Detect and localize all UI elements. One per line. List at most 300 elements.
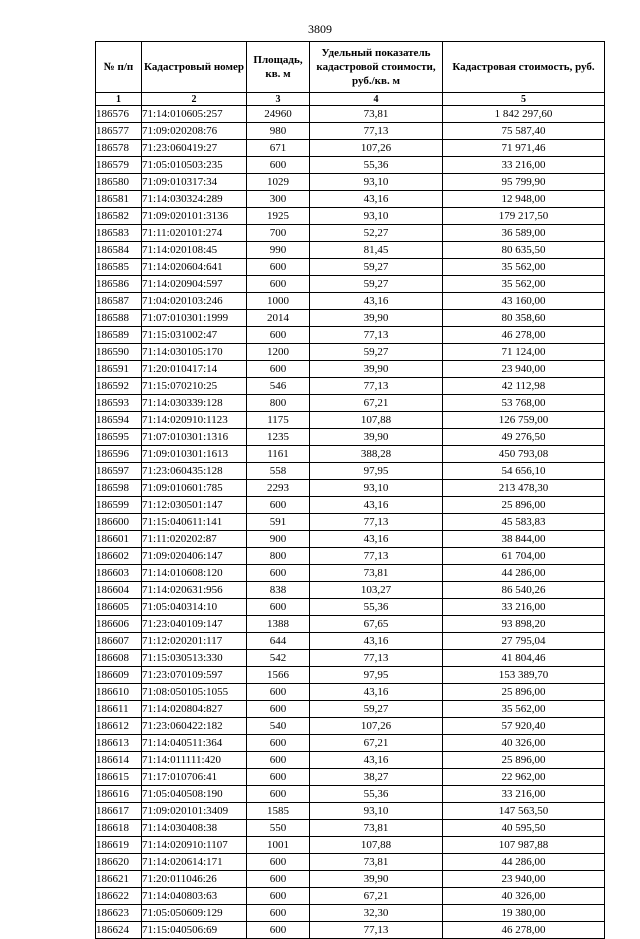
column-number-row <box>96 93 605 106</box>
row-index: 186611 <box>96 701 142 718</box>
cadastral-value: 46 278,00 <box>443 327 605 344</box>
table-row <box>96 140 605 157</box>
cadastral-number: 71:12:020201:117 <box>142 633 247 650</box>
table-row <box>96 531 605 548</box>
cadastral-value: 147 563,50 <box>443 803 605 820</box>
row-index: 186587 <box>96 293 142 310</box>
cadastral-value: 33 216,00 <box>443 157 605 174</box>
table-row <box>96 667 605 684</box>
area: 600 <box>247 854 310 871</box>
area: 980 <box>247 123 310 140</box>
row-index: 186605 <box>96 599 142 616</box>
unit-value: 107,88 <box>310 412 443 429</box>
column-header-cadastral-value: Кадастровая стоимость, руб. <box>443 42 605 93</box>
column-header-unit-value: Удельный показатель кадастровой стоимости, руб./кв. м <box>310 42 443 93</box>
cadastral-number: 71:14:020604:641 <box>142 259 247 276</box>
cadastral-number: 71:14:020804:827 <box>142 701 247 718</box>
unit-value: 52,27 <box>310 225 443 242</box>
table-row <box>96 548 605 565</box>
cadastral-number: 71:14:020910:1107 <box>142 837 247 854</box>
cadastral-value: 53 768,00 <box>443 395 605 412</box>
area: 600 <box>247 905 310 922</box>
cadastral-value: 80 358,60 <box>443 310 605 327</box>
table-row <box>96 701 605 718</box>
table-row <box>96 344 605 361</box>
area: 600 <box>247 327 310 344</box>
cadastral-number: 71:09:010301:1613 <box>142 446 247 463</box>
area: 600 <box>247 259 310 276</box>
cadastral-value: 45 583,83 <box>443 514 605 531</box>
cadastral-number: 71:14:030408:38 <box>142 820 247 837</box>
cadastral-value: 25 896,00 <box>443 752 605 769</box>
cadastral-number: 71:14:011111:420 <box>142 752 247 769</box>
cadastral-number: 71:11:020202:87 <box>142 531 247 548</box>
unit-value: 93,10 <box>310 208 443 225</box>
column-number: 5 <box>443 93 605 106</box>
table-row <box>96 429 605 446</box>
area: 600 <box>247 565 310 582</box>
unit-value: 39,90 <box>310 871 443 888</box>
unit-value: 43,16 <box>310 531 443 548</box>
row-index: 186621 <box>96 871 142 888</box>
cadastral-value: 22 962,00 <box>443 769 605 786</box>
row-index: 186582 <box>96 208 142 225</box>
table-row <box>96 565 605 582</box>
table-row <box>96 191 605 208</box>
table-row <box>96 310 605 327</box>
cadastral-number: 71:09:010317:34 <box>142 174 247 191</box>
unit-value: 73,81 <box>310 106 443 123</box>
table-row <box>96 650 605 667</box>
area: 600 <box>247 684 310 701</box>
table-row <box>96 174 605 191</box>
cadastral-value: 49 276,50 <box>443 429 605 446</box>
column-number: 1 <box>96 93 142 106</box>
row-index: 186618 <box>96 820 142 837</box>
unit-value: 77,13 <box>310 378 443 395</box>
area: 1388 <box>247 616 310 633</box>
area: 644 <box>247 633 310 650</box>
cadastral-value: 71 124,00 <box>443 344 605 361</box>
cadastral-number: 71:14:030339:128 <box>142 395 247 412</box>
row-index: 186593 <box>96 395 142 412</box>
cadastral-number: 71:14:030105:170 <box>142 344 247 361</box>
area: 550 <box>247 820 310 837</box>
unit-value: 103,27 <box>310 582 443 599</box>
unit-value: 39,90 <box>310 310 443 327</box>
cadastral-number: 71:17:010706:41 <box>142 769 247 786</box>
row-index: 186623 <box>96 905 142 922</box>
unit-value: 59,27 <box>310 701 443 718</box>
table-row <box>96 242 605 259</box>
cadastral-number: 71:05:040314:10 <box>142 599 247 616</box>
cadastral-value: 213 478,30 <box>443 480 605 497</box>
unit-value: 43,16 <box>310 633 443 650</box>
cadastral-value: 44 286,00 <box>443 854 605 871</box>
table-row <box>96 361 605 378</box>
cadastral-number: 71:14:030324:289 <box>142 191 247 208</box>
cadastral-number: 71:23:060435:128 <box>142 463 247 480</box>
unit-value: 43,16 <box>310 684 443 701</box>
row-index: 186613 <box>96 735 142 752</box>
table-row <box>96 922 605 939</box>
row-index: 186609 <box>96 667 142 684</box>
row-index: 186624 <box>96 922 142 939</box>
unit-value: 38,27 <box>310 769 443 786</box>
cadastral-number: 71:05:040508:190 <box>142 786 247 803</box>
table-row <box>96 616 605 633</box>
unit-value: 77,13 <box>310 327 443 344</box>
table-row <box>96 582 605 599</box>
area: 2014 <box>247 310 310 327</box>
table-row <box>96 871 605 888</box>
cadastral-number: 71:07:010301:1316 <box>142 429 247 446</box>
area: 600 <box>247 361 310 378</box>
row-index: 186596 <box>96 446 142 463</box>
cadastral-value: 25 896,00 <box>443 497 605 514</box>
row-index: 186578 <box>96 140 142 157</box>
area: 558 <box>247 463 310 480</box>
cadastral-value: 179 217,50 <box>443 208 605 225</box>
area: 990 <box>247 242 310 259</box>
row-index: 186590 <box>96 344 142 361</box>
table-row <box>96 633 605 650</box>
cadastral-number: 71:09:010601:785 <box>142 480 247 497</box>
unit-value: 43,16 <box>310 191 443 208</box>
cadastral-number: 71:14:040803:63 <box>142 888 247 905</box>
unit-value: 43,16 <box>310 752 443 769</box>
area: 800 <box>247 395 310 412</box>
unit-value: 77,13 <box>310 548 443 565</box>
cadastral-value: 12 948,00 <box>443 191 605 208</box>
area: 600 <box>247 786 310 803</box>
row-index: 186597 <box>96 463 142 480</box>
unit-value: 107,26 <box>310 718 443 735</box>
row-index: 186588 <box>96 310 142 327</box>
area: 300 <box>247 191 310 208</box>
column-number: 4 <box>310 93 443 106</box>
row-index: 186580 <box>96 174 142 191</box>
cadastral-number: 71:07:010301:1999 <box>142 310 247 327</box>
unit-value: 67,21 <box>310 735 443 752</box>
row-index: 186579 <box>96 157 142 174</box>
unit-value: 39,90 <box>310 361 443 378</box>
table-row <box>96 599 605 616</box>
cadastral-value: 35 562,00 <box>443 259 605 276</box>
table-row <box>96 106 605 123</box>
cadastral-value: 61 704,00 <box>443 548 605 565</box>
cadastral-number: 71:14:020614:171 <box>142 854 247 871</box>
cadastral-value: 36 589,00 <box>443 225 605 242</box>
cadastral-value: 23 940,00 <box>443 871 605 888</box>
row-index: 186591 <box>96 361 142 378</box>
unit-value: 43,16 <box>310 497 443 514</box>
unit-value: 67,21 <box>310 395 443 412</box>
cadastral-value: 44 286,00 <box>443 565 605 582</box>
row-index: 186622 <box>96 888 142 905</box>
cadastral-number: 71:15:040506:69 <box>142 922 247 939</box>
row-index: 186576 <box>96 106 142 123</box>
area: 542 <box>247 650 310 667</box>
table-row <box>96 735 605 752</box>
table-row <box>96 225 605 242</box>
cadastral-number: 71:09:020406:147 <box>142 548 247 565</box>
table-row <box>96 837 605 854</box>
page-number: 3809 <box>308 22 332 36</box>
unit-value: 55,36 <box>310 157 443 174</box>
area: 1161 <box>247 446 310 463</box>
cadastral-value: 71 971,46 <box>443 140 605 157</box>
cadastral-number: 71:11:020101:274 <box>142 225 247 242</box>
unit-value: 73,81 <box>310 854 443 871</box>
table-row <box>96 684 605 701</box>
cadastral-value: 42 112,98 <box>443 378 605 395</box>
cadastral-value: 86 540,26 <box>443 582 605 599</box>
area: 1200 <box>247 344 310 361</box>
unit-value: 81,45 <box>310 242 443 259</box>
cadastral-number: 71:09:020208:76 <box>142 123 247 140</box>
area: 1175 <box>247 412 310 429</box>
unit-value: 59,27 <box>310 276 443 293</box>
cadastral-value: 35 562,00 <box>443 276 605 293</box>
cadastral-value: 33 216,00 <box>443 599 605 616</box>
area: 600 <box>247 735 310 752</box>
cadastral-value: 35 562,00 <box>443 701 605 718</box>
area: 600 <box>247 701 310 718</box>
unit-value: 77,13 <box>310 922 443 939</box>
unit-value: 67,21 <box>310 888 443 905</box>
unit-value: 73,81 <box>310 565 443 582</box>
column-number: 2 <box>142 93 247 106</box>
cadastral-value: 126 759,00 <box>443 412 605 429</box>
row-index: 186581 <box>96 191 142 208</box>
unit-value: 39,90 <box>310 429 443 446</box>
unit-value: 93,10 <box>310 174 443 191</box>
column-header-cadastral-number: Кадастровый номер <box>142 42 247 93</box>
cadastral-number: 71:04:020103:246 <box>142 293 247 310</box>
area: 1585 <box>247 803 310 820</box>
area: 1000 <box>247 293 310 310</box>
table-row <box>96 446 605 463</box>
cadastral-number: 71:23:070109:597 <box>142 667 247 684</box>
area: 600 <box>247 599 310 616</box>
unit-value: 388,28 <box>310 446 443 463</box>
column-header-area: Площадь, кв. м <box>247 42 310 93</box>
table-row <box>96 752 605 769</box>
unit-value: 93,10 <box>310 480 443 497</box>
table-header-row <box>96 42 605 93</box>
table-row <box>96 820 605 837</box>
area: 1001 <box>247 837 310 854</box>
table-row <box>96 497 605 514</box>
unit-value: 67,65 <box>310 616 443 633</box>
table-row <box>96 480 605 497</box>
row-index: 186586 <box>96 276 142 293</box>
cadastral-number: 71:14:020108:45 <box>142 242 247 259</box>
unit-value: 77,13 <box>310 650 443 667</box>
cadastral-value: 19 380,00 <box>443 905 605 922</box>
cadastral-value: 40 326,00 <box>443 735 605 752</box>
area: 24960 <box>247 106 310 123</box>
cadastral-value: 153 389,70 <box>443 667 605 684</box>
cadastral-number: 71:05:010503:235 <box>142 157 247 174</box>
area: 800 <box>247 548 310 565</box>
area: 900 <box>247 531 310 548</box>
row-index: 186615 <box>96 769 142 786</box>
unit-value: 55,36 <box>310 599 443 616</box>
row-index: 186601 <box>96 531 142 548</box>
cadastral-value: 75 587,40 <box>443 123 605 140</box>
row-index: 186614 <box>96 752 142 769</box>
area: 1925 <box>247 208 310 225</box>
table-row <box>96 854 605 871</box>
table-row <box>96 208 605 225</box>
area: 2293 <box>247 480 310 497</box>
cadastral-value: 27 795,04 <box>443 633 605 650</box>
cadastral-number: 71:14:010608:120 <box>142 565 247 582</box>
cadastral-number: 71:15:030513:330 <box>142 650 247 667</box>
cadastral-table <box>95 41 605 939</box>
unit-value: 32,30 <box>310 905 443 922</box>
cadastral-value: 46 278,00 <box>443 922 605 939</box>
area: 671 <box>247 140 310 157</box>
table-row <box>96 803 605 820</box>
area: 1235 <box>247 429 310 446</box>
row-index: 186595 <box>96 429 142 446</box>
cadastral-value: 43 160,00 <box>443 293 605 310</box>
area: 600 <box>247 769 310 786</box>
row-index: 186600 <box>96 514 142 531</box>
row-index: 186617 <box>96 803 142 820</box>
area: 600 <box>247 276 310 293</box>
area: 546 <box>247 378 310 395</box>
row-index: 186583 <box>96 225 142 242</box>
cadastral-value: 93 898,20 <box>443 616 605 633</box>
cadastral-value: 40 595,50 <box>443 820 605 837</box>
table-row <box>96 293 605 310</box>
unit-value: 43,16 <box>310 293 443 310</box>
unit-value: 59,27 <box>310 259 443 276</box>
cadastral-number: 71:14:040511:364 <box>142 735 247 752</box>
row-index: 186577 <box>96 123 142 140</box>
column-number: 3 <box>247 93 310 106</box>
cadastral-number: 71:14:020910:1123 <box>142 412 247 429</box>
table-row <box>96 327 605 344</box>
cadastral-value: 95 799,90 <box>443 174 605 191</box>
unit-value: 97,95 <box>310 463 443 480</box>
table-row <box>96 378 605 395</box>
table-row <box>96 276 605 293</box>
area: 591 <box>247 514 310 531</box>
unit-value: 77,13 <box>310 514 443 531</box>
cadastral-number: 71:23:060422:182 <box>142 718 247 735</box>
unit-value: 107,88 <box>310 837 443 854</box>
cadastral-number: 71:09:020101:3136 <box>142 208 247 225</box>
table-row <box>96 718 605 735</box>
area: 600 <box>247 497 310 514</box>
row-index: 186602 <box>96 548 142 565</box>
area: 1029 <box>247 174 310 191</box>
unit-value: 97,95 <box>310 667 443 684</box>
cadastral-value: 33 216,00 <box>443 786 605 803</box>
row-index: 186599 <box>96 497 142 514</box>
row-index: 186592 <box>96 378 142 395</box>
area: 600 <box>247 871 310 888</box>
cadastral-number: 71:09:020101:3409 <box>142 803 247 820</box>
area: 600 <box>247 157 310 174</box>
cadastral-value: 80 635,50 <box>443 242 605 259</box>
table-row <box>96 786 605 803</box>
cadastral-number: 71:20:010417:14 <box>142 361 247 378</box>
area: 1566 <box>247 667 310 684</box>
unit-value: 107,26 <box>310 140 443 157</box>
column-header-index: № п/п <box>96 42 142 93</box>
row-index: 186604 <box>96 582 142 599</box>
cadastral-value: 107 987,88 <box>443 837 605 854</box>
table-row <box>96 259 605 276</box>
area: 600 <box>247 922 310 939</box>
cadastral-value: 1 842 297,60 <box>443 106 605 123</box>
table-row <box>96 157 605 174</box>
table-row <box>96 514 605 531</box>
area: 540 <box>247 718 310 735</box>
unit-value: 73,81 <box>310 820 443 837</box>
cadastral-number: 71:20:011046:26 <box>142 871 247 888</box>
cadastral-value: 57 920,40 <box>443 718 605 735</box>
row-index: 186598 <box>96 480 142 497</box>
cadastral-number: 71:15:031002:47 <box>142 327 247 344</box>
area: 838 <box>247 582 310 599</box>
cadastral-number: 71:23:040109:147 <box>142 616 247 633</box>
cadastral-value: 450 793,08 <box>443 446 605 463</box>
area: 700 <box>247 225 310 242</box>
row-index: 186584 <box>96 242 142 259</box>
area: 600 <box>247 752 310 769</box>
row-index: 186610 <box>96 684 142 701</box>
table-row <box>96 395 605 412</box>
row-index: 186589 <box>96 327 142 344</box>
row-index: 186607 <box>96 633 142 650</box>
unit-value: 59,27 <box>310 344 443 361</box>
cadastral-number: 71:14:020904:597 <box>142 276 247 293</box>
table-row <box>96 769 605 786</box>
row-index: 186585 <box>96 259 142 276</box>
unit-value: 93,10 <box>310 803 443 820</box>
cadastral-number: 71:15:040611:141 <box>142 514 247 531</box>
table-row <box>96 412 605 429</box>
row-index: 186619 <box>96 837 142 854</box>
row-index: 186620 <box>96 854 142 871</box>
cadastral-number: 71:12:030501:147 <box>142 497 247 514</box>
row-index: 186603 <box>96 565 142 582</box>
cadastral-value: 41 804,46 <box>443 650 605 667</box>
cadastral-number: 71:14:020631:956 <box>142 582 247 599</box>
cadastral-number: 71:08:050105:1055 <box>142 684 247 701</box>
unit-value: 55,36 <box>310 786 443 803</box>
unit-value: 77,13 <box>310 123 443 140</box>
area: 600 <box>247 888 310 905</box>
row-index: 186616 <box>96 786 142 803</box>
row-index: 186606 <box>96 616 142 633</box>
cadastral-number: 71:14:010605:257 <box>142 106 247 123</box>
table-row <box>96 905 605 922</box>
cadastral-value: 40 326,00 <box>443 888 605 905</box>
row-index: 186594 <box>96 412 142 429</box>
cadastral-value: 23 940,00 <box>443 361 605 378</box>
table-row <box>96 123 605 140</box>
cadastral-value: 25 896,00 <box>443 684 605 701</box>
table-row <box>96 463 605 480</box>
